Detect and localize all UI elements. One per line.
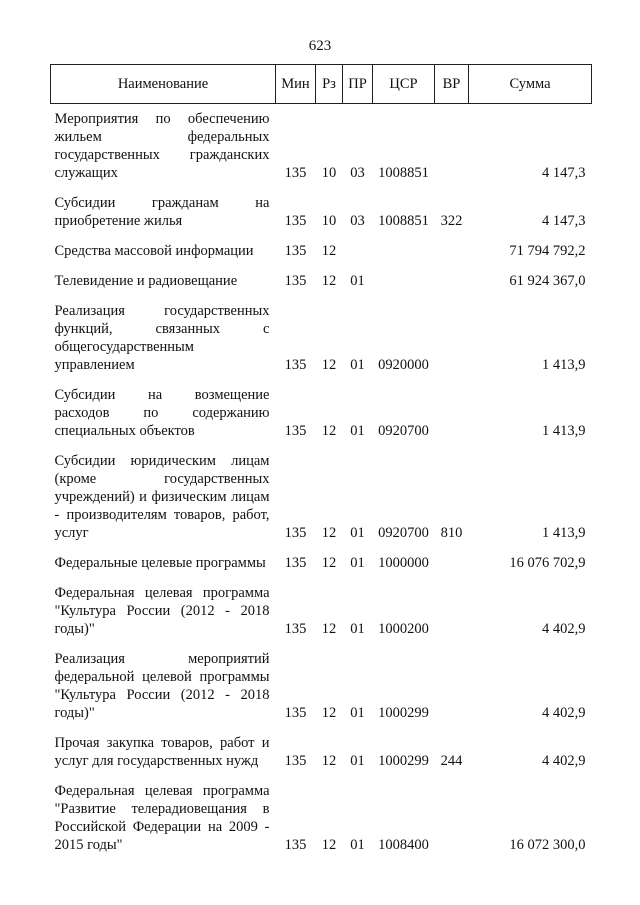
cell-min: 135 — [284, 837, 307, 853]
header-pr: ПР — [343, 65, 373, 104]
cell-name: Реализация государственных функций, связанных с общегосударственным управлением — [54, 303, 270, 373]
cell-min: 135 — [284, 357, 307, 373]
cell-csr: 1008400 — [378, 837, 429, 853]
cell-min: 135 — [284, 165, 307, 181]
cell-csr: 1008851 — [378, 165, 429, 181]
table-row — [51, 266, 592, 296]
cell-csr: 1000000 — [378, 555, 429, 571]
cell-csr: 0920700 — [378, 525, 429, 541]
table-row — [51, 728, 592, 776]
cell-sum: 4 147,3 — [542, 165, 586, 181]
cell-min: 135 — [284, 423, 307, 439]
cell-min: 135 — [284, 555, 307, 571]
cell-rz: 10 — [321, 213, 337, 229]
cell-vr — [435, 236, 469, 266]
table-row — [51, 380, 592, 446]
table-row — [51, 446, 592, 548]
cell-min: 135 — [284, 525, 307, 541]
cell-pr: 01 — [350, 555, 365, 571]
cell-rz: 12 — [321, 837, 337, 853]
header-csr: ЦСР — [373, 65, 435, 104]
cell-rz: 10 — [321, 165, 337, 181]
cell-vr — [435, 776, 469, 860]
cell-name: Средства массовой информации — [54, 243, 254, 259]
cell-sum: 1 413,9 — [542, 357, 586, 373]
cell-pr: 01 — [350, 423, 365, 439]
cell-rz: 12 — [321, 621, 337, 637]
cell-csr: 0920700 — [378, 423, 429, 439]
cell-vr — [435, 104, 469, 189]
cell-pr: 01 — [350, 705, 365, 721]
cell-min: 135 — [284, 705, 307, 721]
header-vr: ВР — [435, 65, 469, 104]
cell-pr — [343, 236, 373, 266]
cell-name: Прочая закупка товаров, работ и услуг для государственных нужд — [54, 735, 270, 769]
cell-sum: 1 413,9 — [542, 525, 586, 541]
cell-sum: 16 072 300,0 — [509, 837, 586, 853]
cell-vr: 322 — [440, 213, 463, 229]
cell-pr: 03 — [350, 213, 365, 229]
cell-csr: 1000200 — [378, 621, 429, 637]
cell-rz: 12 — [321, 555, 337, 571]
page-number: 623 — [308, 38, 332, 54]
cell-sum: 4 402,9 — [542, 753, 586, 769]
table-row — [51, 548, 592, 578]
cell-rz: 12 — [321, 423, 337, 439]
cell-min: 135 — [284, 213, 307, 229]
cell-vr — [435, 296, 469, 380]
cell-name: Реализация мероприятий федеральной целевой программы "Культура России (2012 - 2018 годы)" — [54, 651, 270, 721]
cell-sum: 16 076 702,9 — [509, 555, 586, 571]
table-body — [51, 104, 592, 861]
header-rz: Рз — [316, 65, 343, 104]
table-row — [51, 188, 592, 236]
cell-pr: 01 — [350, 621, 365, 637]
cell-vr — [435, 380, 469, 446]
cell-sum: 61 924 367,0 — [509, 273, 586, 289]
cell-rz: 12 — [321, 525, 337, 541]
cell-vr — [435, 266, 469, 296]
cell-name: Субсидии на возмещение расходов по содержанию специальных объектов — [54, 387, 270, 439]
cell-rz: 12 — [321, 705, 337, 721]
cell-csr — [373, 236, 435, 266]
table-row — [51, 578, 592, 644]
cell-name: Федеральные целевые программы — [54, 555, 266, 571]
cell-pr: 01 — [350, 525, 365, 541]
cell-rz: 12 — [321, 273, 337, 289]
cell-vr — [435, 578, 469, 644]
cell-sum: 4 147,3 — [542, 213, 586, 229]
header-min: Мин — [276, 65, 316, 104]
cell-name: Федеральная целевая программа "Культура России (2012 - 2018 годы)" — [54, 585, 270, 637]
cell-pr: 01 — [350, 837, 365, 853]
cell-rz: 12 — [321, 753, 337, 769]
table-row — [51, 776, 592, 860]
cell-name: Федеральная целевая программа "Развитие телерадиовещания в Российской Федерации на 2009 - 2015 годы" — [54, 783, 270, 853]
cell-sum: 1 413,9 — [542, 423, 586, 439]
table-row — [51, 104, 592, 189]
cell-min: 135 — [284, 753, 307, 769]
cell-min: 135 — [284, 273, 307, 289]
cell-csr: 1008851 — [378, 213, 429, 229]
cell-name: Субсидии гражданам на приобретение жилья — [54, 195, 270, 229]
cell-vr — [435, 548, 469, 578]
cell-pr: 03 — [350, 165, 365, 181]
cell-sum: 4 402,9 — [542, 621, 586, 637]
cell-sum: 4 402,9 — [542, 705, 586, 721]
table-row — [51, 236, 592, 266]
cell-pr: 01 — [350, 273, 365, 289]
cell-min: 135 — [284, 243, 307, 259]
table-row — [51, 644, 592, 728]
cell-name: Мероприятия по обеспечению жильем федеральных государственных гражданских служащих — [54, 111, 270, 181]
cell-csr: 0920000 — [378, 357, 429, 373]
cell-name: Субсидии юридическим лицам (кроме государственных учреждений) и физическим лицам - производителям товаров, работ, услуг — [54, 453, 270, 541]
cell-vr: 810 — [440, 525, 463, 541]
budget-table — [50, 64, 592, 860]
cell-vr: 244 — [440, 753, 463, 769]
cell-pr: 01 — [350, 357, 365, 373]
cell-vr — [435, 644, 469, 728]
cell-name: Телевидение и радиовещание — [54, 273, 238, 289]
header-name: Наименование — [51, 65, 276, 104]
cell-csr — [373, 266, 435, 296]
table-header-row — [51, 65, 592, 104]
cell-pr: 01 — [350, 753, 365, 769]
cell-rz: 12 — [321, 357, 337, 373]
cell-csr: 1000299 — [378, 753, 429, 769]
cell-min: 135 — [284, 621, 307, 637]
cell-rz: 12 — [321, 243, 337, 259]
cell-sum: 71 794 792,2 — [509, 243, 586, 259]
header-sum: Сумма — [469, 65, 592, 104]
cell-csr: 1000299 — [378, 705, 429, 721]
table-row — [51, 296, 592, 380]
